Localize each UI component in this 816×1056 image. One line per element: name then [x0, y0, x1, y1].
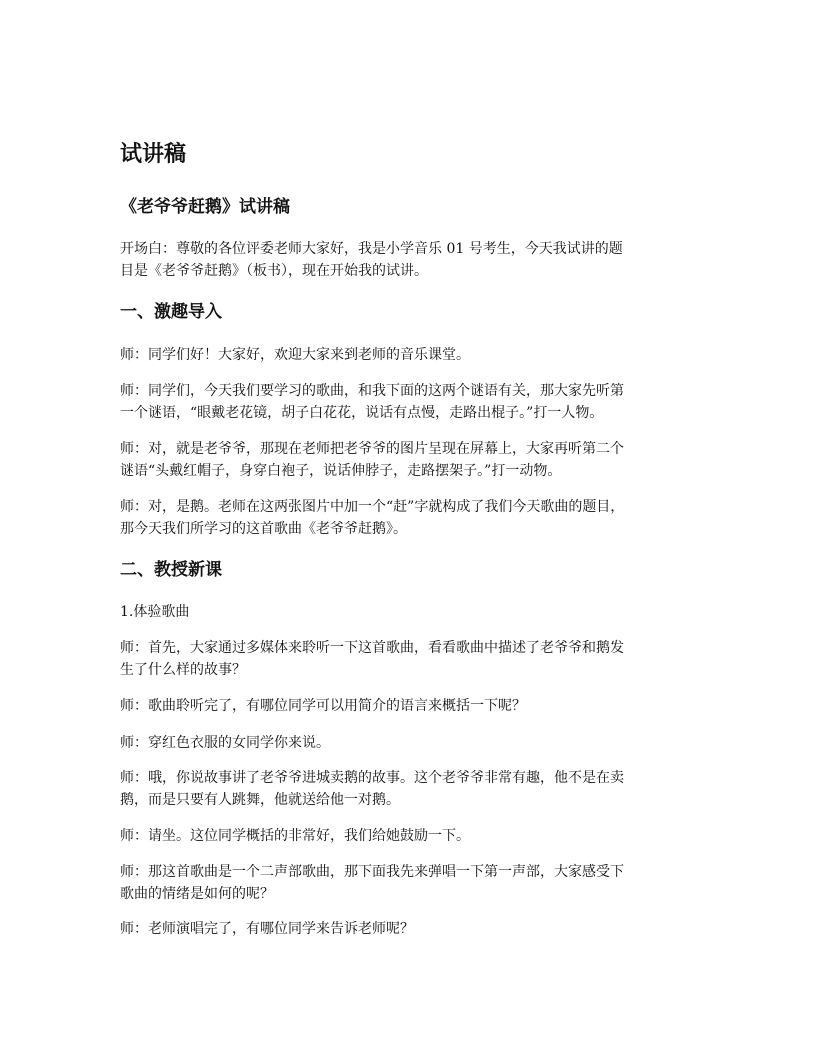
text-line: 师：那这首歌曲是一个二声部歌曲，那下面我先来弹唱一下第一声部，大家感受下: [120, 864, 624, 880]
text-line: 师：首先，大家通过多媒体来聆听一下这首歌曲，看看歌曲中描述了老爷爷和鹅发: [120, 640, 624, 656]
text-line: 师：请坐。这位同学概括的非常好，我们给她鼓励一下。: [120, 828, 470, 844]
paragraph: [120, 344, 700, 366]
text-line: 师：对，是鹅。老师在这两张图片中加一个“赶”字就构成了我们今天歌曲的题目，: [120, 499, 625, 515]
text-line: 师：老师演唱完了，有哪位同学来告诉老师呢？: [120, 921, 414, 937]
paragraph: [120, 380, 700, 424]
paragraph: [120, 601, 700, 623]
paragraph: [120, 695, 700, 717]
text-line: 师：哦，你说故事讲了老爷爷进城卖鹅的故事。这个老爷爷非常有趣，他不是在卖: [120, 770, 624, 786]
page-title: 试讲稿: [120, 142, 187, 167]
text-line: 歌曲的情绪是如何的呢？: [120, 886, 274, 902]
document-subtitle: 《老爷爷赶鹅》试讲稿: [120, 197, 290, 217]
text-line: 师：穿红色衣服的女同学你来说。: [120, 735, 330, 751]
paragraph: [120, 637, 700, 681]
section-heading-1: 一、激趣导入: [120, 302, 222, 322]
paragraph: [120, 496, 700, 540]
section-heading-2: 二、教授新课: [120, 560, 222, 580]
paragraph: [120, 438, 700, 482]
text-line: 1.体验歌曲: [120, 604, 190, 620]
opening-paragraph: [120, 238, 700, 282]
text-line: 那今天我们所学习的这首歌曲《老爷爷赶鹅》。: [120, 521, 407, 537]
text-line: 一个谜语，“眼戴老花镜，胡子白花花，说话有点慢，走路出棍子。”打一人物。: [120, 405, 604, 421]
text-line: 开场白：尊敬的各位评委老师大家好，我是小学音乐 01 号考生，今天我试讲的题: [120, 241, 623, 257]
paragraph: [120, 825, 700, 847]
text-line: 师：对，就是老爷爷，那现在老师把老爷爷的图片呈现在屏幕上，大家再听第二个: [120, 441, 624, 457]
text-line: 师：歌曲聆听完了，有哪位同学可以用简介的语言来概括一下呢？: [120, 698, 526, 714]
paragraph: [120, 767, 700, 811]
text-line: 师：同学们，今天我们要学习的歌曲，和我下面的这两个谜语有关，那大家先听第: [120, 383, 624, 399]
text-line: 谜语“头戴红帽子，身穿白袍子，说话伸脖子，走路摆架子。”打一动物。: [120, 463, 562, 479]
text-line: 鹅，而是只要有人跳舞，他就送给他一对鹅。: [120, 792, 400, 808]
text-line: 师：同学们好！大家好，欢迎大家来到老师的音乐课堂。: [120, 347, 470, 363]
text-line: 目是《老爷爷赶鹅》（板书），现在开始我的试讲。: [120, 263, 428, 279]
paragraph: [120, 732, 700, 754]
text-line: 生了什么样的故事？: [120, 662, 246, 678]
paragraph: [120, 918, 700, 940]
paragraph: [120, 861, 700, 905]
